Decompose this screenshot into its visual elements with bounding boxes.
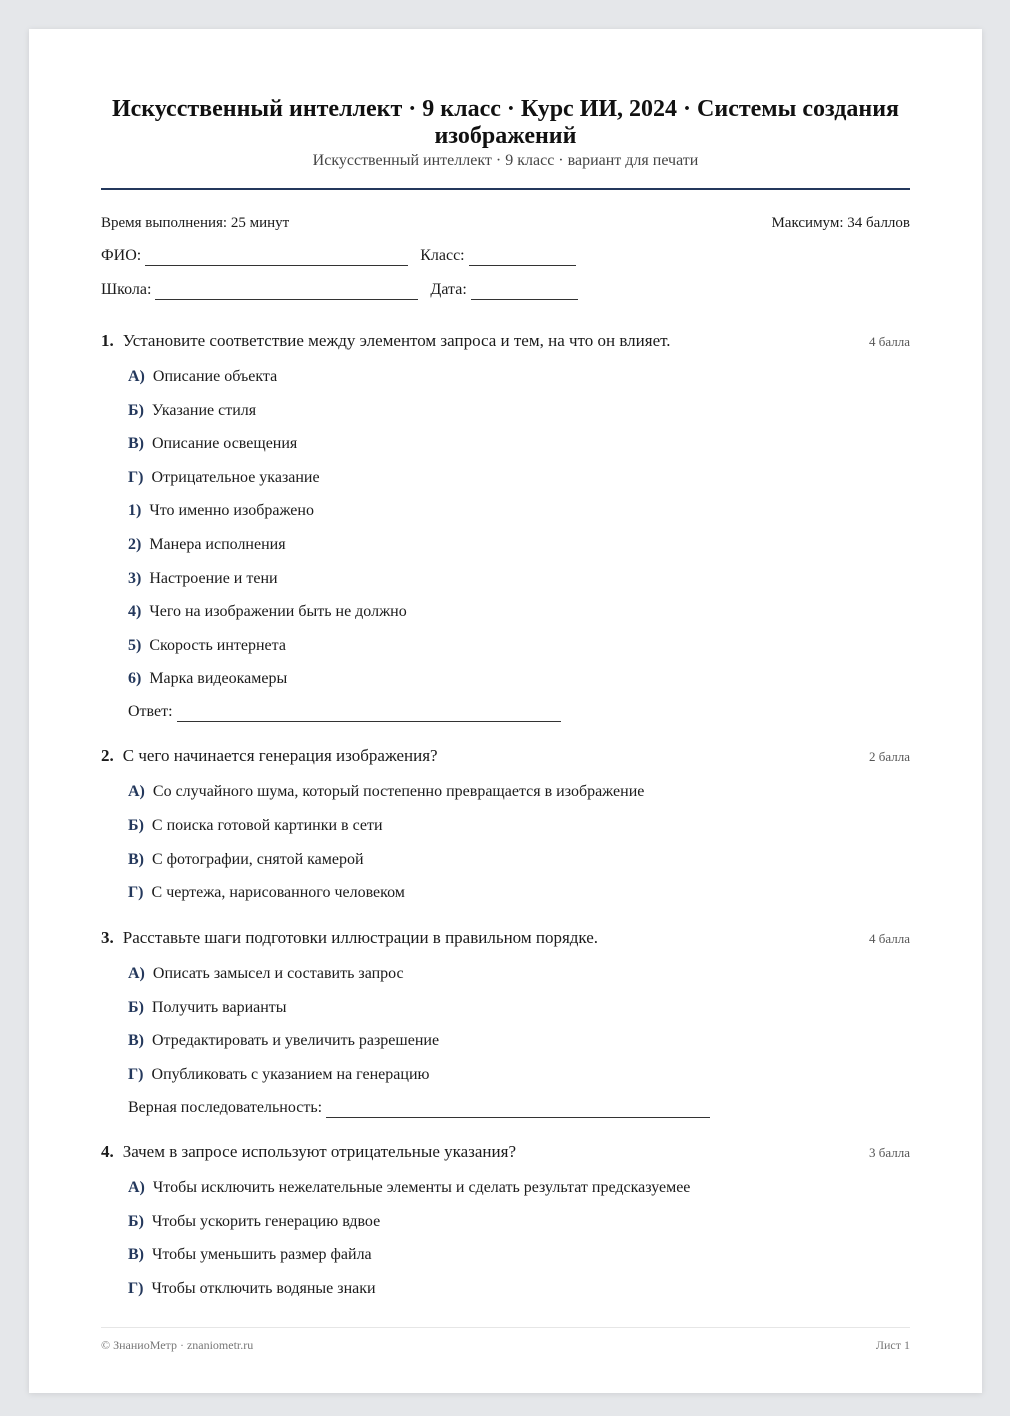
option-text: Скорость интернета	[149, 636, 286, 654]
option-marker: А)	[128, 783, 145, 801]
option-marker: 4)	[128, 603, 142, 621]
school-date-row	[101, 280, 910, 300]
question-number: 4.	[101, 1141, 114, 1161]
option-marker: В)	[128, 1246, 144, 1264]
option-text: С чертежа, нарисованного человеком	[151, 884, 405, 902]
question-2	[101, 745, 910, 903]
answer-field[interactable]	[177, 707, 561, 722]
option-text: Марка видеокамеры	[149, 670, 288, 688]
option-marker: 6)	[128, 670, 142, 688]
option-marker: Б)	[128, 998, 144, 1016]
option-text: Указание стиля	[151, 401, 257, 419]
option-marker: А)	[128, 368, 145, 385]
question-points: 4 балла	[869, 334, 910, 349]
option-text: Чтобы отключить водяные знаки	[151, 1279, 376, 1297]
option-marker: 1)	[128, 502, 142, 520]
option-marker: Б)	[128, 1212, 144, 1230]
option-item	[101, 1245, 910, 1265]
option-item	[101, 1065, 910, 1085]
page-title: Искусственный интеллект · 9 класс · Курс ИИ, 2024 · Системы создания изображений	[111, 96, 900, 149]
footer-page-number: Лист 1	[875, 1338, 910, 1352]
question-number: 3.	[101, 928, 114, 948]
option-marker: Б)	[128, 816, 144, 834]
class-label: Класс:	[420, 247, 465, 264]
option-item	[101, 782, 910, 802]
option-item	[101, 669, 910, 689]
option-text: Описать замысел и составить запрос	[152, 965, 404, 983]
option-marker: 3)	[128, 569, 142, 587]
school-label: Школа:	[101, 281, 152, 298]
option-marker: В)	[128, 1032, 144, 1050]
option-text: Что именно изображено	[149, 502, 314, 520]
question-header	[101, 330, 910, 353]
date-field[interactable]	[471, 285, 578, 300]
option-text: Чтобы исключить нежелательные элементы и сделать результат предсказуемее	[152, 1178, 691, 1196]
time-limit: Время выполнения: 25 минут	[101, 215, 290, 231]
question-text: Установите соответствие между элементом запроса и тем, на что он влияет.	[122, 331, 671, 350]
option-item	[101, 883, 910, 903]
option-marker: В)	[128, 435, 144, 453]
option-item	[101, 816, 910, 836]
page-subtitle: Искусственный интеллект · 9 класс · вариант для печати	[312, 152, 699, 169]
school-field[interactable]	[155, 285, 418, 300]
option-item	[101, 1279, 910, 1299]
answer-label: Верная последовательность:	[128, 1098, 323, 1116]
option-text: Со случайного шума, который постепенно превращается в изображение	[152, 783, 645, 801]
question-number: 2.	[101, 746, 114, 766]
option-marker: Г)	[128, 1065, 144, 1083]
option-text: Настроение и тени	[149, 569, 278, 587]
question-points: 3 балла	[869, 1144, 910, 1160]
option-text: С поиска готовой картинки в сети	[151, 816, 383, 834]
worksheet-page	[29, 29, 982, 1393]
answer-row	[101, 1098, 910, 1118]
option-marker: Г)	[128, 1279, 144, 1297]
option-text: Чтобы уменьшить размер файла	[152, 1246, 372, 1264]
footer-copyright: © ЗнаниоМетр · znaniometr.ru	[101, 1338, 254, 1352]
question-text: Зачем в запросе используют отрицательные указания?	[122, 1141, 516, 1161]
option-item	[101, 850, 910, 870]
option-item	[101, 434, 910, 454]
option-item	[101, 998, 910, 1018]
question-header	[101, 745, 910, 768]
option-item	[101, 535, 910, 555]
option-item	[101, 636, 910, 656]
option-item	[101, 1212, 910, 1232]
name-label: ФИО:	[101, 247, 142, 264]
option-item	[101, 367, 910, 387]
class-field[interactable]	[469, 251, 576, 266]
option-text: Чего на изображении быть не должно	[149, 603, 407, 621]
option-item	[101, 1178, 910, 1198]
option-text: Манера исполнения	[149, 535, 286, 553]
option-text: Описание освещения	[152, 435, 298, 453]
option-item	[101, 501, 910, 521]
option-marker: В)	[128, 850, 144, 868]
answer-label: Ответ:	[128, 703, 173, 721]
answer-field[interactable]	[326, 1103, 710, 1118]
option-text: Получить варианты	[151, 998, 287, 1016]
option-text: Отредактировать и увеличить разрешение	[152, 1032, 440, 1050]
option-item	[101, 964, 910, 984]
option-marker: Г)	[128, 884, 144, 902]
meta-row	[101, 214, 910, 232]
option-marker: А)	[128, 965, 145, 983]
option-item	[101, 401, 910, 421]
option-marker: 5)	[128, 636, 142, 654]
page-footer	[101, 1327, 910, 1353]
option-item	[101, 1031, 910, 1051]
question-points: 2 балла	[869, 749, 910, 765]
question-3	[101, 927, 910, 1118]
option-marker: Г)	[128, 468, 144, 486]
question-4	[101, 1141, 910, 1299]
question-points: 4 балла	[869, 931, 910, 947]
option-item	[101, 569, 910, 589]
name-field[interactable]	[145, 251, 408, 266]
name-class-row	[101, 246, 910, 266]
option-marker: 2)	[128, 535, 142, 553]
answer-row	[101, 702, 910, 722]
option-text: Отрицательное указание	[151, 468, 320, 486]
question-1	[101, 330, 910, 722]
question-header	[101, 1141, 910, 1164]
page-content	[101, 29, 910, 1299]
header-divider	[101, 188, 910, 190]
option-item	[101, 468, 910, 488]
question-text: Расставьте шаги подготовки иллюстрации в правильном порядке.	[122, 928, 599, 948]
option-text: С фотографии, снятой камерой	[152, 850, 364, 868]
option-marker: А)	[128, 1178, 145, 1196]
option-text: Описание объекта	[152, 368, 278, 385]
question-number: 1.	[101, 331, 114, 350]
option-text: Чтобы ускорить генерацию вдвое	[151, 1212, 381, 1230]
question-text: С чего начинается генерация изображения?	[122, 746, 438, 766]
date-label: Дата:	[430, 281, 467, 298]
option-marker: Б)	[128, 401, 144, 419]
option-item	[101, 602, 910, 622]
question-header	[101, 927, 910, 950]
option-text: Опубликовать с указанием на генерацию	[151, 1065, 430, 1083]
max-score: Максимум: 34 баллов	[771, 215, 910, 231]
